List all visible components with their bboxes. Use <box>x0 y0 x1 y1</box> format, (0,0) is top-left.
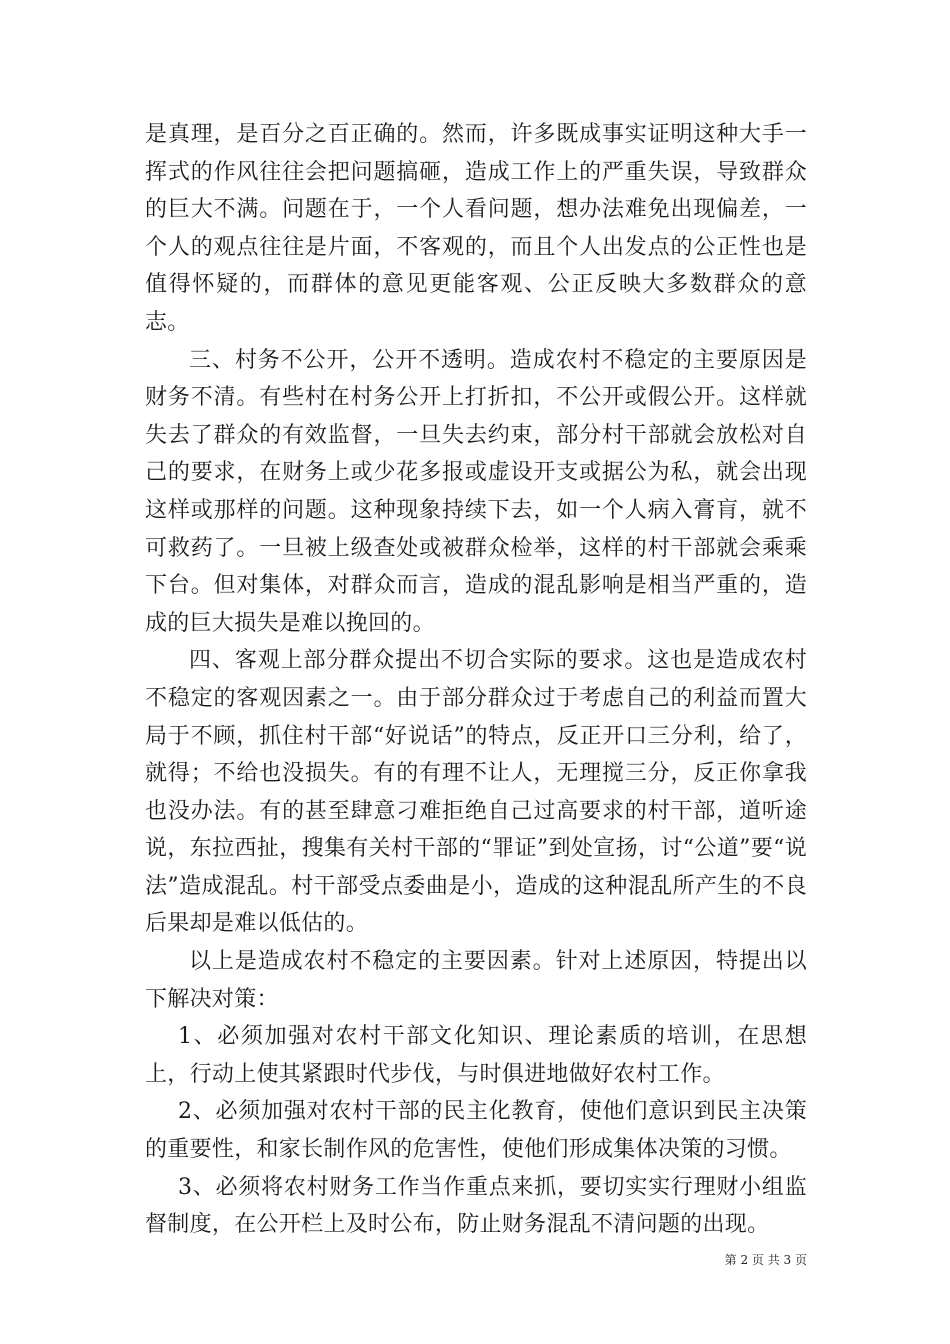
paragraph-summary: 以上是造成农村不稳定的主要因素。针对上述原因，特提出以下解决对策： <box>145 949 807 1012</box>
paragraph-section-three: 三、村务不公开，公开不透明。造成农村不稳定的主要原因是财务不清。有些村在村务公开上打折扣，不公开或假公开。这样就失去了群众的有效监督，一旦失去约束，部分村干部就会放松对自己的要求，在财务上或少花多报或虚设开支或据公为私，就会出现这样或那样的问题。这种现象持续下去，如一个人病入膏肓，就不可救药了。一旦被上级查处或被群众检举，这样的村干部就会乘乘下台。但对集体，对群众而言，造成的混乱影响是相当严重的，造成的巨大损失是难以挽回的。 <box>145 347 807 636</box>
paragraph-measure-1: 1、必须加强对农村干部文化知识、理论素质的培训，在思想上，行动上使其紧跟时代步伐，与时俱进地做好农村工作。 <box>145 1024 807 1087</box>
paragraph-measure-3: 3、必须将农村财务工作当作重点来抓，要切实实行理财小组监督制度，在公开栏上及时公布，防止财务混乱不清问题的出现。 <box>145 1174 807 1238</box>
document-body <box>145 116 807 1244</box>
paragraph-section-four: 四、客观上部分群众提出不切合实际的要求。这也是造成农村不稳定的客观因素之一。由于部分群众过于考虑自己的利益而置大局于不顾，抓住村干部“好说话”的特点，反正开口三分利，给了，就得；不给也没损失。有的有理不让人，无理搅三分，反正你拿我也没办法。有的甚至肆意刁难拒绝自己过高要求的村干部，道听途说，东拉西扯，搜集有关村干部的“罪证”到处宣扬，讨“公道”要“说法”造成混乱。村干部受点委曲是小，造成的这种混乱所产生的不良后果却是难以低估的。 <box>145 648 807 937</box>
paragraph-measure-2: 2、必须加强对农村干部的民主化教育，使他们意识到民主决策的重要性，和家长制作风的危害性，使他们形成集体决策的习惯。 <box>145 1099 807 1163</box>
page-number-footer: 第 2 页 共 3 页 <box>724 1253 807 1267</box>
paragraph-continuation: 是真理，是百分之百正确的。然而，许多既成事实证明这种大手一挥式的作风往往会把问题搞砸，造成工作上的严重失误，导致群众的巨大不满。问题在于，一个人看问题，想办法难免出现偏差，一个人的观点往往是片面，不客观的，而且个人出发点的公正性也是值得怀疑的，而群体的意见更能客观、公正反映大多数群众的意志。 <box>145 122 807 335</box>
